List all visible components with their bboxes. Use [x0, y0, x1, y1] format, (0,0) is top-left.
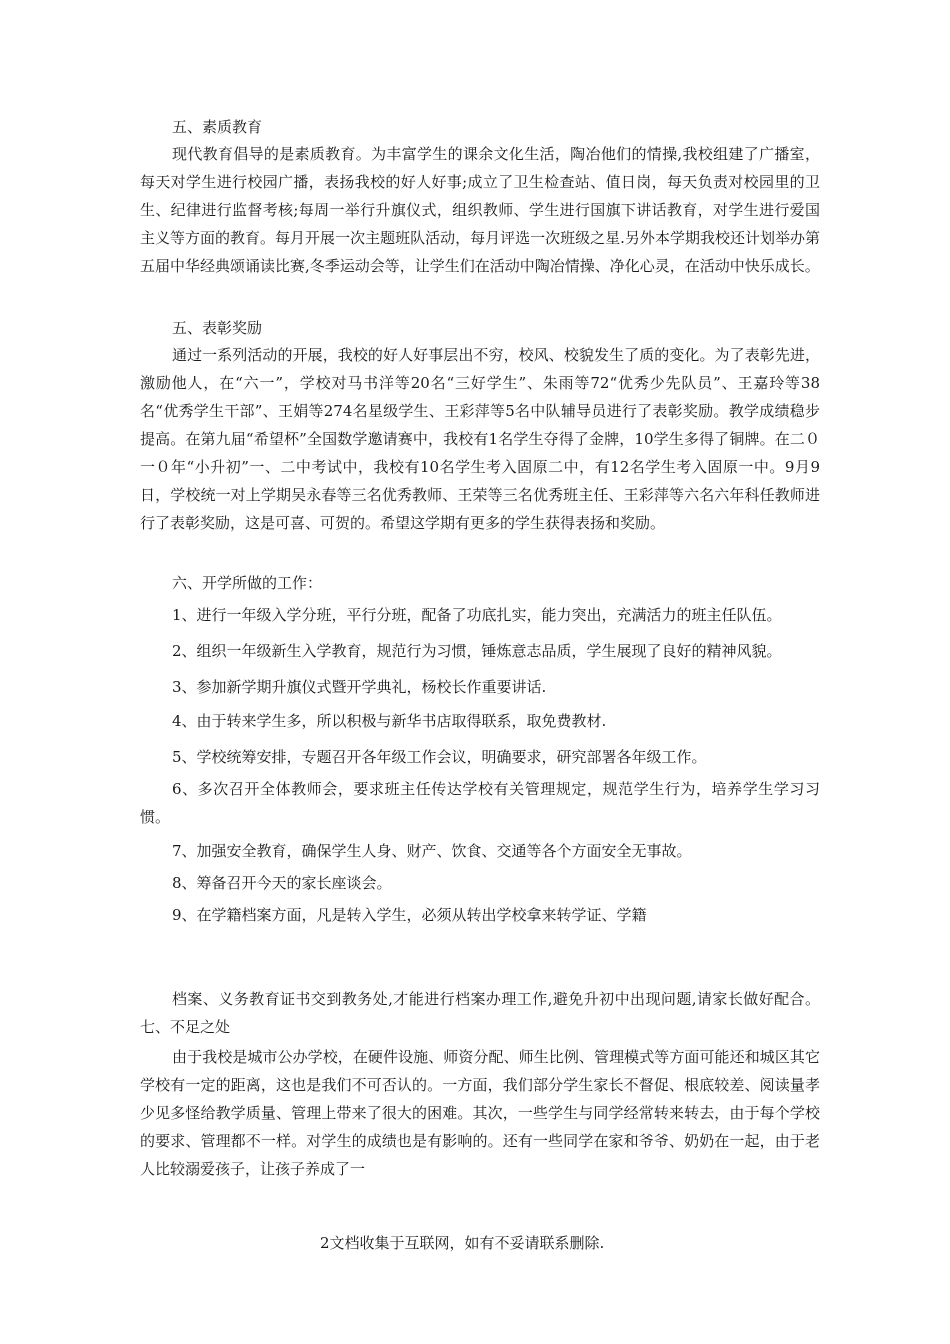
section-awards-body: 通过一系列活动的开展，我校的好人好事层出不穷，校风、校貌发生了质的变化。为了表彰先进，激励他人，在“六一”，学校对马书洋等20名“三好学生”、朱雨等72“优秀少先队员”、王嘉玲等38名“优秀学生干部”、王娟等274名星级学生、王彩萍等5名中队辅导员进行了表彰奖励。教学成绩稳步提高。在第九届“希望杯”全国数学邀请赛中，我校有1名学生夺得了金牌，10学生多得了铜牌。在二０一０年“小升初”一、二中考试中，我校有10名学生考入固原二中，有12名学生考入固原一中。9月9日，学校统一对上学期吴永春等三名优秀教师、王荣等三名优秀班主任、王彩萍等六名六年科任教师进行了表彰奖励，这是可喜、可贺的。希望这学期有更多的学生获得表扬和奖励。: [140, 346, 820, 532]
page-footer: 2文档收集于互联网，如有不妥请联系删除.: [320, 1234, 605, 1252]
section-work: [140, 570, 820, 596]
section-quality: [140, 114, 820, 280]
section-quality-body: 现代教育倡导的是素质教育。为丰富学生的课余文化生活，陶冶他们的情操,我校组建了广播室，每天对学生进行校园广播，表扬我校的好人好事;成立了卫生检查站、值日岗，每天负责对校园里的卫生、纪律进行监督考核;每周一举行升旗仪式，组织教师、学生进行国旗下讲话教育，对学生进行爱国主义等方面的教育。每月开展一次主题班队活动，每月评选一次班级之星.另外本学期我校还计划举办第五届中华经典颂诵读比赛,冬季运动会等，让学生们在活动中陶冶情操、净化心灵，在活动中快乐成长。: [140, 145, 820, 275]
section-work-heading: 六、开学所做的工作：: [172, 574, 323, 592]
section-quality-heading: 五、素质教育: [172, 118, 263, 136]
work-item-6: 6、多次召开全体教师会，要求班主任传达学校有关管理规定，规范学生行为，培养学生学习习惯。: [140, 780, 820, 826]
work-item-9: 9、在学籍档案方面，凡是转入学生，必须从转出学校拿来转学证、学籍: [172, 906, 647, 924]
work-item-1: 1、进行一年级入学分班，平行分班，配备了功底扎实，能力突出，充满活力的班主任队伍。: [172, 606, 782, 624]
work-item-2: 2、组织一年级新生入学教育，规范行为习惯，锤炼意志品质，学生展现了良好的精神风貌。: [172, 642, 782, 660]
work-item-5: 5、学校统筹安排，专题召开各年级工作会议，明确要求，研究部署各年级工作。: [172, 748, 707, 766]
continuation-text: 档案、义务教育证书交到教务处,才能进行档案办理工作,避免升初中出现问题,请家长做好配合。七、不足之处: [140, 990, 820, 1036]
section-continuation: [140, 985, 820, 1041]
work-item-3: 3、参加新学期升旗仪式暨开学典礼，杨校长作重要讲话.: [172, 678, 547, 696]
work-list: [140, 601, 820, 929]
work-item-4: 4、由于转来学生多，所以积极与新华书店取得联系，取免费教材.: [172, 712, 607, 730]
work-item-8: 8、筹备召开今天的家长座谈会。: [172, 874, 392, 892]
section-shortcoming-body: 由于我校是城市公办学校，在硬件设施、师资分配、师生比例、管理模式等方面可能还和城区其它学校有一定的距离，这也是我们不可否认的。一方面，我们部分学生家长不督促、根底较差、阅读量孝少见多怪给教学质量、管理上带来了很大的困难。其次，一些学生与同学经常转来转去，由于每个学校的要求、管理都不一样。对学生的成绩也是有影响的。还有一些同学在家和爷爷、奶奶在一起，由于老人比较溺爱孩子，让孩子养成了一: [140, 1048, 820, 1178]
section-awards: [140, 315, 820, 537]
section-awards-heading: 五、表彰奖励: [172, 319, 263, 337]
work-item-7: 7、加强安全教育，确保学生人身、财产、饮食、交通等各个方面安全无事故。: [172, 842, 692, 860]
section-shortcoming: [140, 1043, 820, 1183]
